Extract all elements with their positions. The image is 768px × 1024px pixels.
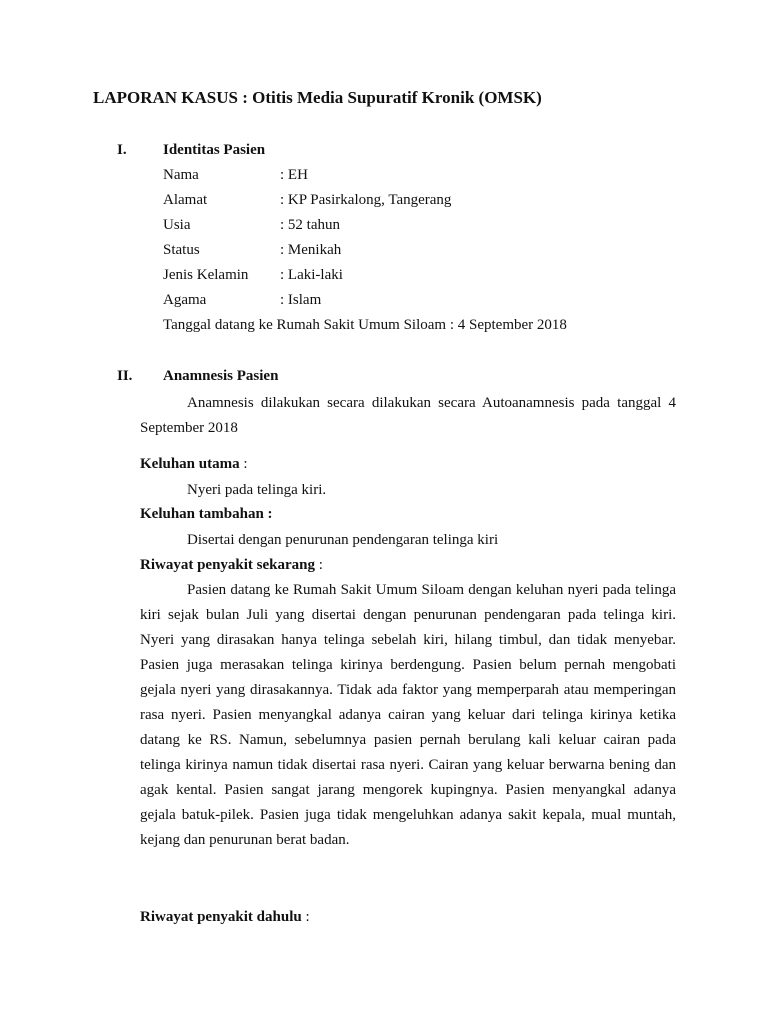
admission-date-line: Tanggal datang ke Rumah Sakit Umum Siloam : 4 September 2018 xyxy=(163,317,567,333)
field-label: Usia xyxy=(163,217,191,233)
field-alamat xyxy=(163,188,451,213)
field-value: : Laki-laki xyxy=(280,267,343,283)
field-label: Agama xyxy=(163,292,207,308)
keluhan-utama-label: Keluhan utama xyxy=(140,456,240,472)
section-1-number: I. xyxy=(117,142,127,158)
field-label: Nama xyxy=(163,167,199,183)
field-usia xyxy=(163,213,340,238)
riwayat-dahulu-heading xyxy=(140,905,310,930)
riwayat-dahulu-colon: : xyxy=(301,909,310,925)
riwayat-dahulu-label: Riwayat penyakit dahulu xyxy=(140,909,302,925)
riwayat-sekarang-paragraph: Pasien datang ke Rumah Sakit Umum Siloam dengan keluhan nyeri pada telinga kiri sejak bulan Juli yang disertai dengan penurunan pendengaran pada telinga kiri. Nyeri yang dirasakan hanya telinga sebelah kiri, hilang timbul, dan tidak menyebar. Pasien juga merasakan telinga kirinya berdengung. Pasien belum pernah mengobati gejala nyeri yang dirasakannya. Tidak ada faktor yang memperparah atau memperingan rasa nyeri. Pasien menyangkal adanya cairan yang keluar dari telinga kirinya ketika datang ke RS. Namun, sebelumnya pasien pernah berulang kali keluar cairan pada telinga kirinya namun tidak disertai rasa nyeri. Cairan yang keluar berwarna bening dan agak kental. Pasien sangat jarang mengorek kupingnya. Pasien menyangkal adanya gejala batuk-pilek. Pasien juga tidak mengeluhkan adanya sakit kepala, mual muntah, kejang dan penurunan berat badan. xyxy=(140,582,676,848)
riwayat-sekarang-label: Riwayat penyakit sekarang xyxy=(140,557,316,573)
keluhan-tambahan-text: Disertai dengan penurunan pendengaran telinga kiri xyxy=(187,532,499,548)
keluhan-utama-text: Nyeri pada telinga kiri. xyxy=(187,482,327,498)
field-label: Alamat xyxy=(163,192,208,208)
field-value: : Islam xyxy=(280,292,322,308)
section-2-number: II. xyxy=(117,368,133,384)
field-value: : EH xyxy=(280,167,308,183)
field-jenis-kelamin xyxy=(163,263,343,288)
keluhan-tambahan-label: Keluhan tambahan : xyxy=(140,506,273,522)
field-label: Jenis Kelamin xyxy=(163,267,249,283)
riwayat-sekarang-heading xyxy=(140,553,323,578)
field-nama xyxy=(163,163,308,188)
section-1-heading: Identitas Pasien xyxy=(163,142,266,158)
section-2-heading: Anamnesis Pasien xyxy=(163,368,279,384)
field-value: : KP Pasirkalong, Tangerang xyxy=(280,192,452,208)
keluhan-utama-colon: : xyxy=(239,456,248,472)
field-value: : Menikah xyxy=(280,242,342,258)
field-status xyxy=(163,238,341,263)
report-title: LAPORAN KASUS : Otitis Media Supuratif Kronik (OMSK) xyxy=(93,88,542,107)
field-label: Status xyxy=(163,242,200,258)
field-value: : 52 tahun xyxy=(280,217,340,233)
anamnesis-intro-paragraph: Anamnesis dilakukan secara dilakukan secara Autoanamnesis pada tanggal 4 September 2018 xyxy=(140,395,676,436)
field-agama xyxy=(163,288,321,313)
riwayat-sekarang-colon: : xyxy=(315,557,323,573)
keluhan-utama-heading xyxy=(140,452,248,477)
keluhan-tambahan-heading xyxy=(140,502,273,527)
